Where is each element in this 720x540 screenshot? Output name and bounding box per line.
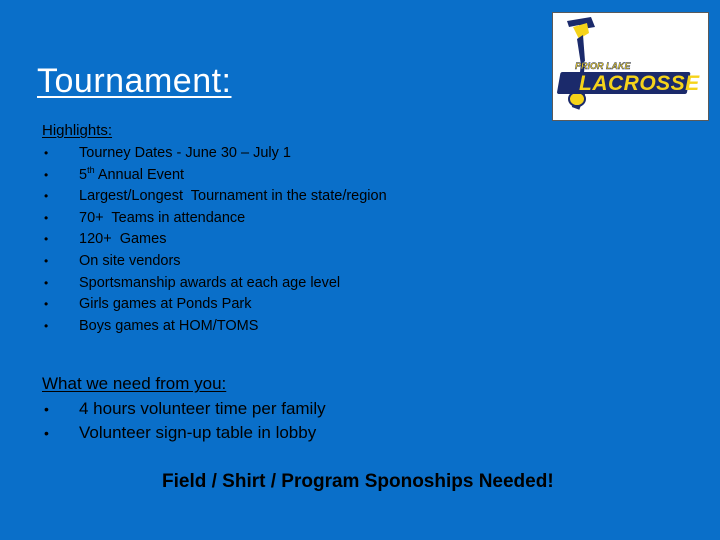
list-item: • Girls games at Ponds Park (42, 294, 387, 316)
bullet-icon: • (44, 401, 49, 417)
list-item: • 5th Annual Event (42, 165, 387, 187)
bullet-icon: • (44, 232, 49, 247)
list-item: • 120+ Games (42, 229, 387, 251)
sponsorship-callout: Field / Shirt / Program Sponoships Needed! (162, 471, 554, 492)
bullet-icon: • (44, 275, 49, 290)
logo-small-text: PRIOR LAKE (575, 61, 631, 71)
list-item: • Boys games at HOM/TOMS (42, 316, 387, 338)
bullet-icon: • (44, 425, 49, 441)
highlights-list (42, 143, 387, 337)
bullet-icon: • (44, 167, 49, 182)
needs-list (42, 397, 326, 445)
slide-title: Tournament: (37, 62, 232, 100)
list-item: • On site vendors (42, 251, 387, 273)
list-item: • Sportsmanship awards at each age level (42, 273, 387, 295)
list-item: • Volunteer sign-up table in lobby (42, 421, 326, 445)
bullet-icon: • (44, 210, 49, 225)
list-item: • Largest/Longest Tournament in the state/region (42, 186, 387, 208)
prior-lake-lacrosse-logo (552, 12, 709, 121)
bullet-icon: • (44, 189, 49, 204)
bullet-icon: • (44, 297, 49, 312)
bullet-icon: • (44, 146, 49, 160)
list-item: • 70+ Teams in attendance (42, 208, 387, 230)
logo-big-text: LACROSSE (579, 72, 700, 95)
list-item: • 4 hours volunteer time per family (42, 397, 326, 421)
bullet-icon: • (44, 318, 49, 333)
list-item: • Tourney Dates - June 30 – July 1 (42, 143, 387, 165)
highlights-heading: Highlights: (42, 122, 113, 139)
bullet-icon: • (44, 253, 49, 268)
needs-heading: What we need from you: (42, 374, 227, 393)
